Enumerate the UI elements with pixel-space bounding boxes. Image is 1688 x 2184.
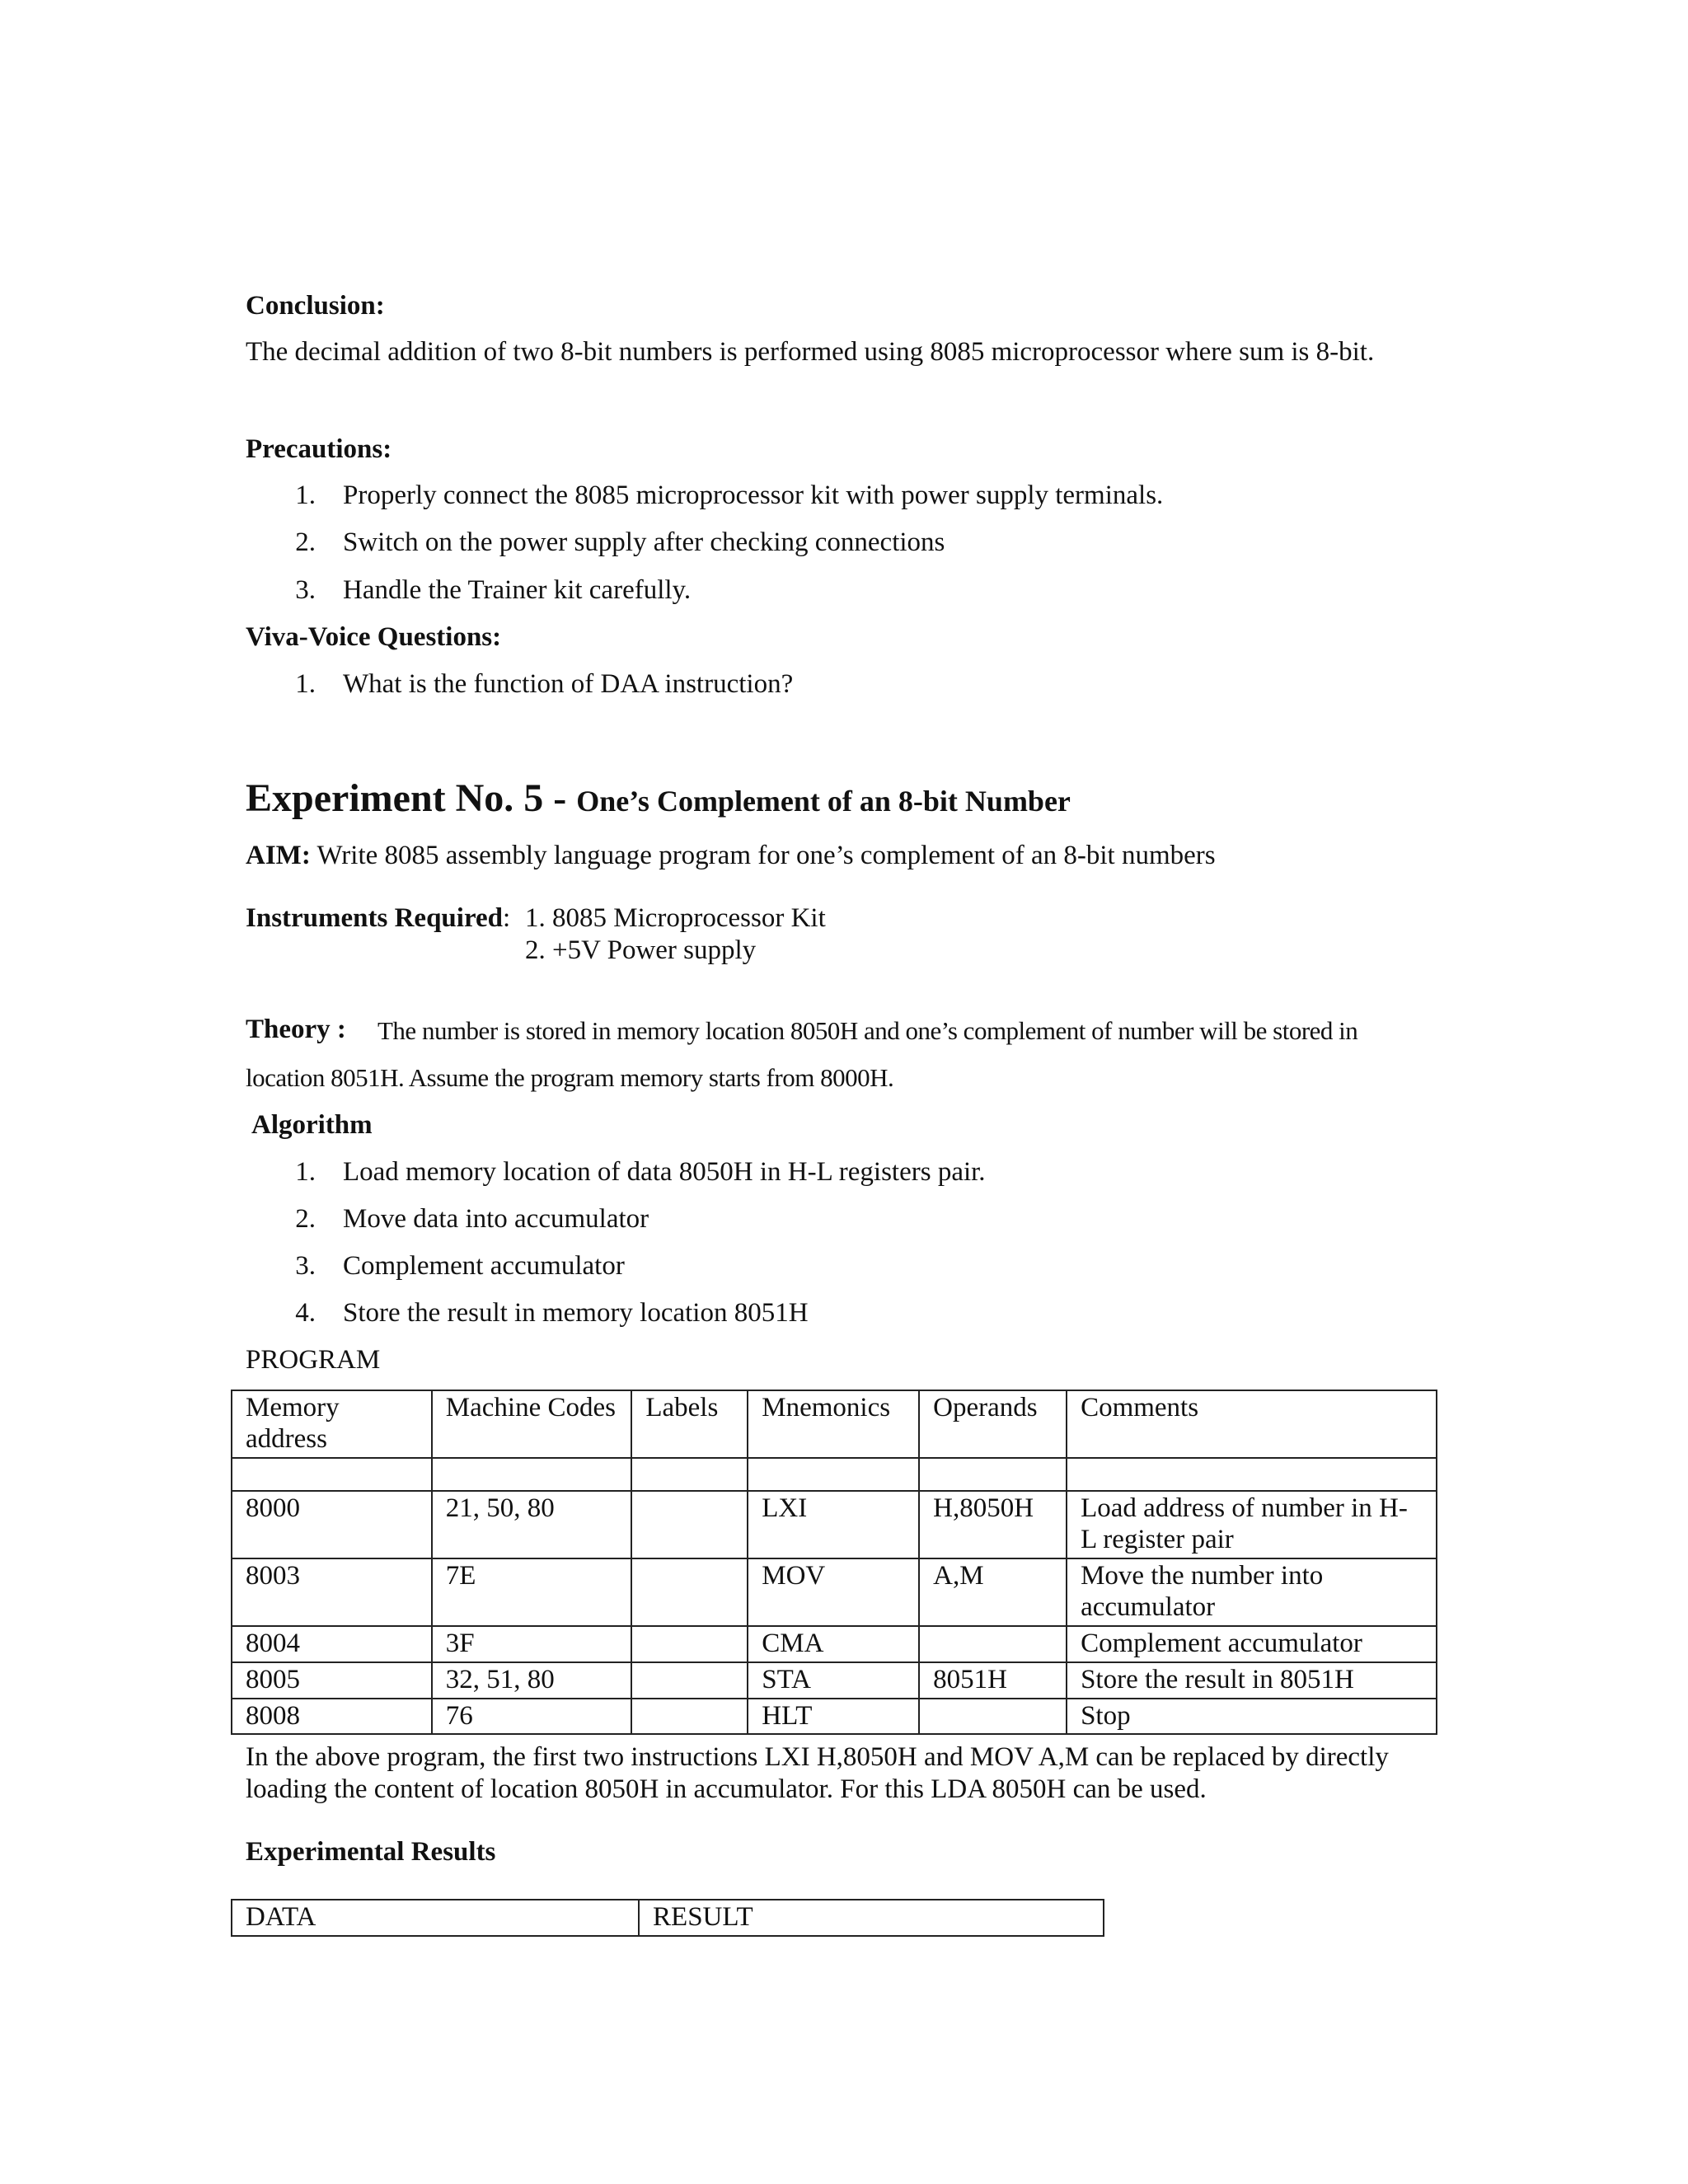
list-item-text: Switch on the power supply after checking connections xyxy=(343,527,945,557)
header-cell: Mnemonics xyxy=(748,1390,919,1458)
table-cell: 8005 xyxy=(232,1662,432,1699)
table-cell: Move the number into accumulator xyxy=(1067,1558,1437,1626)
header-cell: RESULT xyxy=(639,1900,1104,1936)
table-cell xyxy=(1067,1458,1437,1491)
list-item-number: 3. xyxy=(295,1251,316,1281)
table-cell xyxy=(631,1458,748,1491)
table-cell xyxy=(631,1662,748,1699)
table-cell xyxy=(432,1458,632,1491)
header-cell: Operands xyxy=(919,1390,1067,1458)
list-item-text: Handle the Trainer kit carefully. xyxy=(343,575,692,605)
precautions-heading: Precautions: xyxy=(246,434,392,464)
list-item-text: Properly connect the 8085 microprocessor kit with power supply terminals. xyxy=(343,480,1164,510)
table-cell: CMA xyxy=(748,1626,919,1662)
table-header-row xyxy=(232,1900,1104,1936)
list-item-number: 4. xyxy=(295,1298,316,1328)
list-item-text: What is the function of DAA instruction? xyxy=(343,669,794,699)
algorithm-heading: Algorithm xyxy=(251,1110,373,1140)
program-label: PROGRAM xyxy=(246,1345,381,1375)
instrument-item: 1. 8085 Microprocessor Kit xyxy=(525,903,826,933)
theory-text-line1: The number is stored in memory location 8050H and one’s complement of number will be stored in xyxy=(377,1016,1358,1045)
table-cell xyxy=(631,1699,748,1735)
table-cell: 8008 xyxy=(232,1699,432,1735)
list-item-text: Store the result in memory location 8051H xyxy=(343,1298,809,1328)
experiment-title xyxy=(246,775,1071,823)
header-cell: Labels xyxy=(631,1390,748,1458)
experiment-subtitle: One’s Complement of an 8-bit Number xyxy=(576,785,1071,818)
theory xyxy=(246,1014,346,1047)
aim-label: AIM: xyxy=(246,841,311,870)
table-cell xyxy=(919,1458,1067,1491)
conclusion-text: The decimal addition of two 8-bit numbers is performed using 8085 microprocessor where sum is 8-bit. xyxy=(246,337,1375,367)
list-item-text: Move data into accumulator xyxy=(343,1204,649,1234)
instruments-label xyxy=(246,902,510,935)
conclusion-heading: Conclusion: xyxy=(246,291,385,321)
aim-text: Write 8085 assembly language program for one’s complement of an 8-bit numbers xyxy=(310,841,1216,870)
table-cell: 21, 50, 80 xyxy=(432,1491,632,1558)
instruments-colon: : xyxy=(503,903,511,933)
note-line2: loading the content of location 8050H in accumulator. For this LDA 8050H can be used. xyxy=(246,1774,1207,1804)
table-cell xyxy=(631,1491,748,1558)
table-cell xyxy=(748,1458,919,1491)
table-row xyxy=(232,1491,1437,1558)
header-text: Memory address xyxy=(246,1393,340,1454)
table-cell: 8000 xyxy=(232,1491,432,1558)
table-cell: Complement accumulator xyxy=(1067,1626,1437,1662)
table-cell xyxy=(232,1458,432,1491)
table-spacer-row xyxy=(232,1458,1437,1491)
table-cell: H,8050H xyxy=(919,1491,1067,1558)
table-cell: 8051H xyxy=(919,1662,1067,1699)
list-item-number: 2. xyxy=(295,1204,316,1234)
table-cell xyxy=(919,1626,1067,1662)
table-cell xyxy=(631,1626,748,1662)
header-cell xyxy=(232,1390,432,1458)
table-cell: 8003 xyxy=(232,1558,432,1626)
table-cell: HLT xyxy=(748,1699,919,1735)
theory-label: Theory : xyxy=(246,1015,346,1044)
table-row xyxy=(232,1558,1437,1626)
table-cell: 7E xyxy=(432,1558,632,1626)
table-header-row xyxy=(232,1390,1437,1458)
header-cell: Machine Codes xyxy=(432,1390,632,1458)
results-heading: Experimental Results xyxy=(246,1837,496,1867)
header-cell: DATA xyxy=(232,1900,639,1936)
header-cell: Comments xyxy=(1067,1390,1437,1458)
list-item-number: 1. xyxy=(295,669,316,699)
table-cell: LXI xyxy=(748,1491,919,1558)
viva-heading: Viva-Voice Questions: xyxy=(246,622,502,652)
table-row xyxy=(232,1699,1437,1735)
list-item-number: 1. xyxy=(295,480,316,510)
table-cell: 32, 51, 80 xyxy=(432,1662,632,1699)
list-item-text: Complement accumulator xyxy=(343,1251,625,1281)
table-cell: STA xyxy=(748,1662,919,1699)
instrument-item: 2. +5V Power supply xyxy=(525,935,757,965)
results-table xyxy=(231,1899,1104,1937)
note-line1: In the above program, the first two instructions LXI H,8050H and MOV A,M can be replaced by directly xyxy=(246,1742,1389,1772)
table-cell: MOV xyxy=(748,1558,919,1626)
program-table xyxy=(231,1390,1437,1735)
aim xyxy=(246,840,1216,873)
table-row xyxy=(232,1662,1437,1699)
list-item-number: 1. xyxy=(295,1157,316,1187)
table-cell xyxy=(919,1699,1067,1735)
theory-text-line2: location 8051H. Assume the program memory starts from 8000H. xyxy=(246,1063,894,1092)
table-cell: Stop xyxy=(1067,1699,1437,1735)
experiment-number: Experiment No. 5 - xyxy=(246,776,577,820)
table-cell: 76 xyxy=(432,1699,632,1735)
table-cell: Load address of number in H-L register pair xyxy=(1067,1491,1437,1558)
table-cell xyxy=(631,1558,748,1626)
instruments-label-text: Instruments Required xyxy=(246,903,504,933)
table-cell: 3F xyxy=(432,1626,632,1662)
list-item-text: Load memory location of data 8050H in H-L registers pair. xyxy=(343,1157,986,1187)
list-item-number: 2. xyxy=(295,527,316,557)
table-cell: A,M xyxy=(919,1558,1067,1626)
table-row xyxy=(232,1626,1437,1662)
list-item-number: 3. xyxy=(295,575,316,605)
table-cell: 8004 xyxy=(232,1626,432,1662)
table-cell: Store the result in 8051H xyxy=(1067,1662,1437,1699)
